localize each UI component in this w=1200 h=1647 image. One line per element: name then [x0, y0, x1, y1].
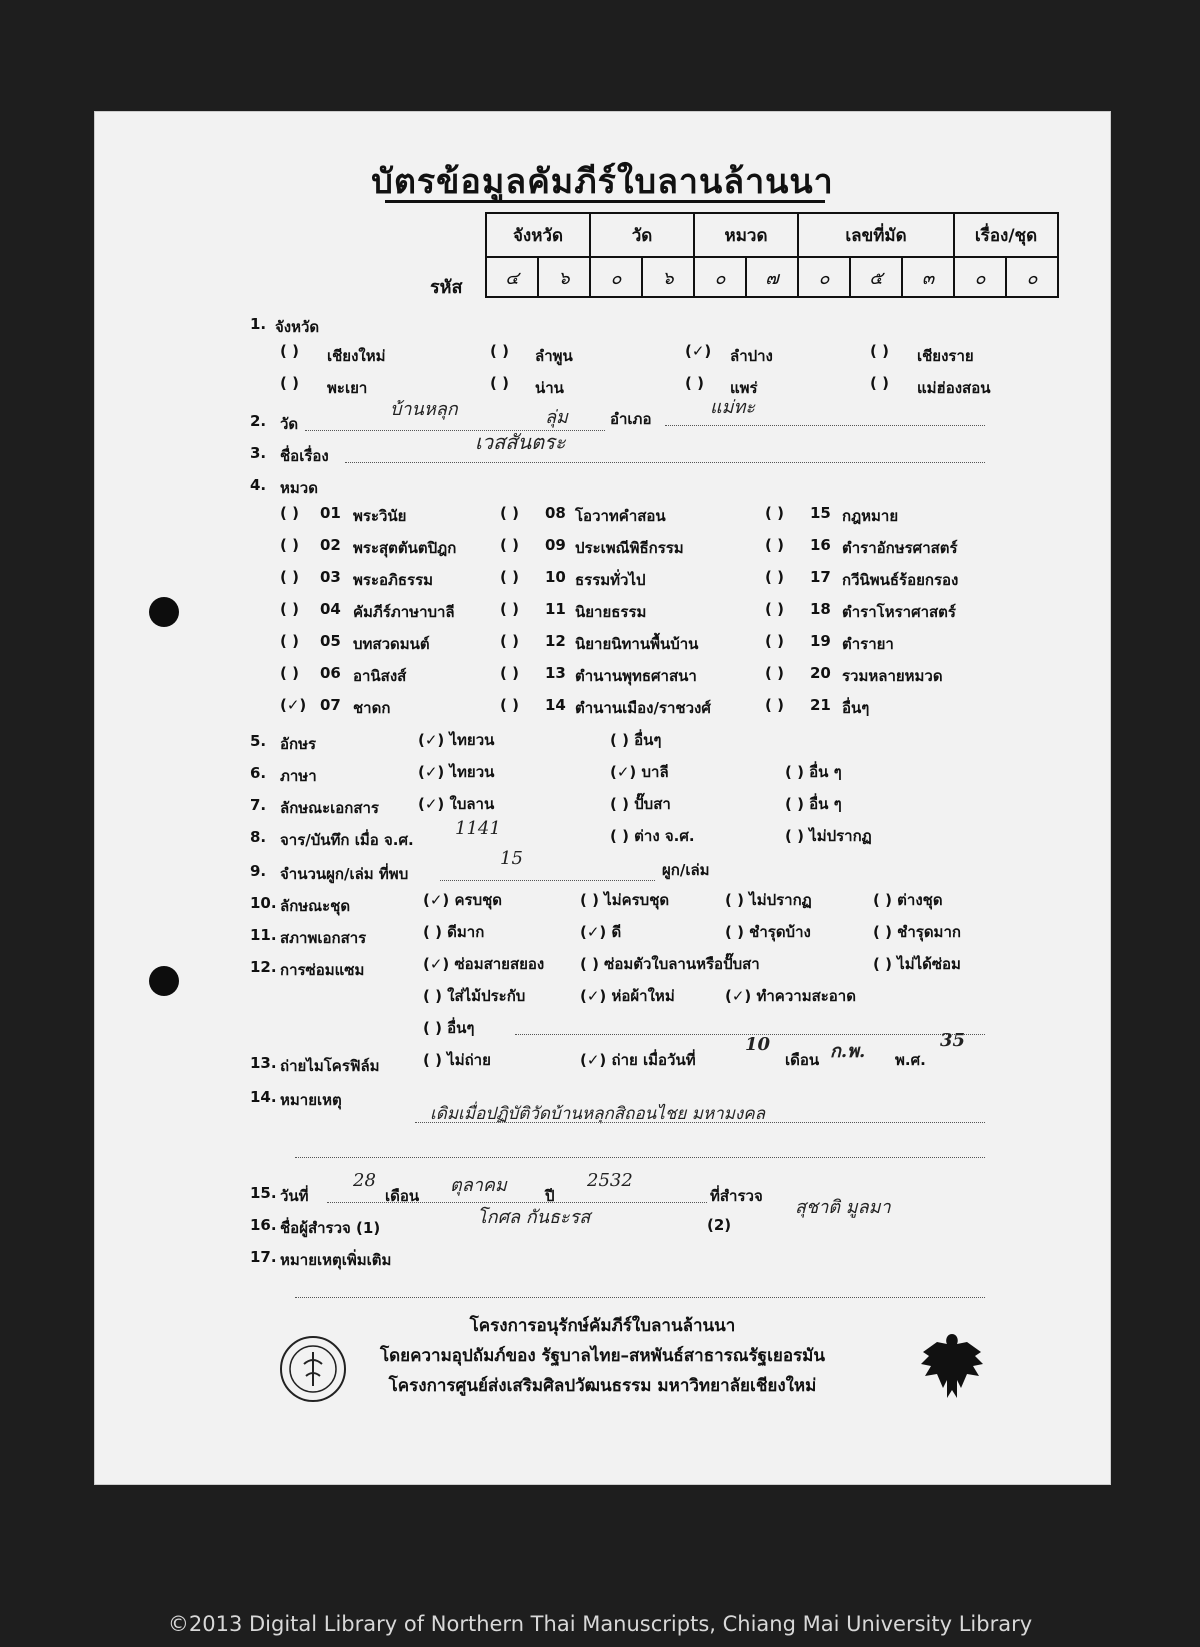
title-value: เวสสันตระ	[475, 430, 566, 454]
s16-num: 16.	[250, 1216, 277, 1234]
german-eagle-icon	[917, 1328, 987, 1408]
category-code: 17	[810, 568, 831, 586]
category-text: อื่นๆ	[842, 699, 870, 717]
province-option: เชียงใหม่	[327, 347, 386, 365]
script-option-2: ( ) อื่นๆ	[610, 731, 662, 749]
doc-type-option-1: (✓) ใบลาน	[418, 795, 495, 813]
code-digit: ๖	[642, 257, 694, 297]
category-code: 14	[545, 696, 566, 714]
category-mark: ( )	[500, 504, 519, 522]
microfilm-option-1: ( ) ไม่ถ่าย	[423, 1051, 491, 1069]
s2-num: 2.	[250, 412, 267, 430]
survey-year: 2532	[587, 1170, 633, 1191]
category-text: ตำราอักษรศาสตร์	[842, 539, 958, 557]
category-code: 18	[810, 600, 831, 618]
category-code: 05	[320, 632, 341, 650]
category-code: 09	[545, 536, 566, 554]
remarks-value: เดิมเมื่อปฏิบัติวัดบ้านหลุกสิถอนไชย มหามงคล	[430, 1104, 765, 1124]
s2-label: วัด	[280, 415, 299, 433]
s4-label: หมวด	[280, 479, 318, 497]
category-mark: ( )	[765, 632, 784, 650]
category-text: โอวาทคำสอน	[575, 507, 666, 525]
s11-num: 11.	[250, 926, 277, 944]
code-digit: ๐	[590, 257, 642, 297]
s15-label: วันที่	[280, 1187, 309, 1205]
amphoe-line	[665, 425, 985, 426]
additional-remarks-line	[295, 1297, 985, 1298]
code-digit: ๕	[850, 257, 902, 297]
category-text: ตำนานเมือง/ราชวงศ์	[575, 699, 711, 717]
province-mark: ( )	[280, 342, 299, 360]
surveyor-2-name: สุชาติ มูลมา	[795, 1197, 891, 1218]
province-option: แพร่	[730, 379, 758, 397]
code-digit: ๔	[486, 257, 538, 297]
category-mark: ( )	[765, 568, 784, 586]
set-option-4: ( ) ต่างชุด	[873, 891, 943, 909]
province-option: น่าน	[535, 379, 564, 397]
s1-num: 1.	[250, 315, 267, 333]
count-value: 15	[500, 848, 523, 869]
code-header-title-set: เรื่อง/ชุด	[954, 213, 1058, 257]
category-text: รวมหลายหมวด	[842, 667, 943, 685]
category-mark: ( )	[500, 664, 519, 682]
category-code: 06	[320, 664, 341, 682]
category-code: 01	[320, 504, 341, 522]
s6-label: ภาษา	[280, 767, 317, 785]
footer-line-1: โครงการอนุรักษ์คัมภีร์ใบลานล้านนา	[469, 1316, 736, 1336]
category-text: พระวินัย	[353, 507, 407, 525]
count-unit: ผูก/เล่ม	[662, 861, 710, 879]
survey-month: ตุลาคม	[450, 1175, 507, 1196]
code-digit: ๐	[798, 257, 850, 297]
s7-num: 7.	[250, 796, 267, 814]
survey-year-label: ปี	[545, 1187, 555, 1205]
category-text: ตำรายา	[842, 635, 894, 653]
language-option-2: (✓) บาลี	[610, 763, 669, 781]
province-option: ลำปาง	[730, 347, 773, 365]
s8-num: 8.	[250, 828, 267, 846]
province-mark: ( )	[280, 374, 299, 392]
s12-num: 12.	[250, 958, 277, 976]
microfilm-year-label: พ.ศ.	[895, 1051, 926, 1069]
temple-value-2: ลุ่ม	[545, 407, 568, 428]
category-code: 11	[545, 600, 566, 618]
category-mark: ( )	[765, 696, 784, 714]
s11-label: สภาพเอกสาร	[280, 929, 367, 947]
category-mark: ( )	[500, 632, 519, 650]
repair-option-7: ( ) อื่นๆ	[423, 1019, 475, 1037]
repair-option-4: ( ) ใส่ไม้ประกับ	[423, 987, 526, 1005]
category-code: 02	[320, 536, 341, 554]
category-text: นิยายนิทานพื้นบ้าน	[575, 635, 699, 653]
s16-label: ชื่อผู้สำรวจ (1)	[280, 1219, 381, 1237]
category-text: อานิสงส์	[353, 667, 407, 685]
category-text: กวีนิพนธ์ร้อยกรอง	[842, 571, 959, 589]
category-code: 12	[545, 632, 566, 650]
s3-label: ชื่อเรื่อง	[280, 447, 329, 465]
s15-num: 15.	[250, 1184, 277, 1202]
code-digit: ๖	[538, 257, 590, 297]
condition-option-3: ( ) ชำรุดบ้าง	[725, 923, 811, 941]
category-mark: ( )	[280, 504, 299, 522]
set-option-2: ( ) ไม่ครบชุด	[580, 891, 670, 909]
category-mark: ( )	[280, 536, 299, 554]
repair-option-5: (✓) ห่อผ้าใหม่	[580, 987, 675, 1005]
footer-line-3: โครงการศูนย์ส่งเสริมศิลปวัฒนธรรม มหาวิทยาลัยเชียงใหม่	[388, 1376, 817, 1396]
category-code: 19	[810, 632, 831, 650]
condition-option-4: ( ) ชำรุดมาก	[873, 923, 961, 941]
s8-label: จาร/บันทึก เมื่อ จ.ศ.	[280, 831, 414, 849]
category-code: 15	[810, 504, 831, 522]
footer-line-2: โดยความอุปถัมภ์ของ รัฐบาลไทย–สหพันธ์สาธารณรัฐเยอรมัน	[379, 1346, 826, 1366]
remarks-line-2	[295, 1157, 985, 1158]
category-mark: ( )	[765, 536, 784, 554]
category-mark: (✓)	[280, 696, 307, 714]
count-line	[440, 880, 655, 881]
remarks-line-1	[415, 1122, 985, 1123]
s5-num: 5.	[250, 732, 267, 750]
province-option: พะเยา	[327, 379, 368, 397]
temple-value: บ้านหลุก	[390, 399, 458, 420]
repair-option-2: ( ) ซ่อมตัวใบลานหรือปั๊บสา	[580, 955, 760, 973]
code-digit: ๐	[954, 257, 1006, 297]
code-digit: ๐	[1006, 257, 1058, 297]
category-code: 20	[810, 664, 831, 682]
category-code: 13	[545, 664, 566, 682]
code-header-bundle: เลขที่มัด	[798, 213, 954, 257]
category-mark: ( )	[765, 664, 784, 682]
university-seal-icon	[278, 1334, 348, 1404]
province-option: เชียงราย	[917, 347, 974, 365]
s14-num: 14.	[250, 1088, 277, 1106]
set-option-3: ( ) ไม่ปรากฏ	[725, 891, 812, 909]
microfilm-day: 10	[745, 1034, 771, 1055]
s9-label: จำนวนผูก/เล่ม ที่พบ	[280, 865, 409, 883]
survey-suffix: ที่สำรวจ	[710, 1187, 763, 1205]
category-mark: ( )	[500, 600, 519, 618]
code-digit: ๗	[746, 257, 798, 297]
province-mark: ( )	[870, 342, 889, 360]
binder-hole	[149, 966, 179, 996]
microfilm-month: ก.พ.	[830, 1041, 866, 1062]
s17-label: หมายเหตุเพิ่มเติม	[280, 1251, 392, 1269]
s10-label: ลักษณะชุด	[280, 897, 351, 915]
category-code: 21	[810, 696, 831, 714]
category-mark: ( )	[280, 632, 299, 650]
s9-num: 9.	[250, 862, 267, 880]
amphoe-value: แม่ทะ	[710, 397, 755, 418]
binder-hole	[149, 597, 179, 627]
category-mark: ( )	[500, 568, 519, 586]
s13-label: ถ่ายไมโครฟิล์ม	[280, 1057, 380, 1075]
s7-label: ลักษณะเอกสาร	[280, 799, 379, 817]
copyright-notice: ©2013 Digital Library of Northern Thai Manuscripts, Chiang Mai University Library	[167, 1612, 1033, 1636]
category-text: ตำราโหราศาสตร์	[842, 603, 956, 621]
microfilm-option-2: (✓) ถ่าย เมื่อวันที่	[580, 1051, 696, 1069]
category-code: 03	[320, 568, 341, 586]
title-underline	[385, 200, 825, 203]
amphoe-label: อำเภอ	[610, 410, 652, 428]
code-label: รหัส	[430, 277, 463, 298]
language-option-1: (✓) ไทยวน	[418, 763, 495, 781]
category-code: 04	[320, 600, 341, 618]
s17-num: 17.	[250, 1248, 277, 1266]
category-text: พระอภิธรรม	[353, 571, 434, 589]
province-mark: ( )	[685, 374, 704, 392]
category-code: 16	[810, 536, 831, 554]
s13-num: 13.	[250, 1054, 277, 1072]
script-option-1: (✓) ไทยวน	[418, 731, 495, 749]
category-text: ชาดก	[353, 699, 391, 717]
code-digit: ๓	[902, 257, 954, 297]
category-mark: ( )	[280, 600, 299, 618]
code-digit: ๐	[694, 257, 746, 297]
card-title: บัตรข้อมูลคัมภีร์ใบลานล้านนา	[371, 162, 834, 202]
set-option-1: (✓) ครบชุด	[423, 891, 503, 909]
province-mark: ( )	[870, 374, 889, 392]
province-mark: ( )	[490, 342, 509, 360]
condition-option-2: (✓) ดี	[580, 923, 622, 941]
doc-type-option-2: ( ) ปั๊บสา	[610, 795, 671, 813]
s10-num: 10.	[250, 894, 277, 912]
category-text: ตำนานพุทธศาสนา	[575, 667, 697, 685]
province-option: แม่ฮ่องสอน	[917, 379, 991, 397]
surveyor-2-label: (2)	[707, 1216, 732, 1234]
category-mark: ( )	[500, 536, 519, 554]
era-option-2: ( ) ต่าง จ.ศ.	[610, 827, 695, 845]
s3-num: 3.	[250, 444, 267, 462]
code-header-category: หมวด	[694, 213, 798, 257]
category-mark: ( )	[280, 568, 299, 586]
era-year-value: 1141	[455, 818, 501, 839]
code-header-temple: วัด	[590, 213, 694, 257]
s5-label: อักษร	[280, 735, 317, 753]
category-mark: ( )	[765, 504, 784, 522]
category-text: ประเพณีพิธีกรรม	[575, 539, 684, 557]
category-text: บทสวดมนต์	[353, 635, 430, 653]
code-header-province: จังหวัด	[486, 213, 590, 257]
microfilm-year: 35	[940, 1030, 966, 1051]
category-code: 10	[545, 568, 566, 586]
category-text: ธรรมทั่วไป	[575, 571, 646, 589]
province-mark: ( )	[490, 374, 509, 392]
category-text: พระสุตตันตปิฎก	[353, 539, 457, 557]
s1-label: จังหวัด	[275, 318, 320, 336]
language-option-3: ( ) อื่น ๆ	[785, 763, 842, 781]
repair-option-3: ( ) ไม่ได้ซ่อม	[873, 955, 961, 973]
s6-num: 6.	[250, 764, 267, 782]
s4-num: 4.	[250, 476, 267, 494]
category-text: คัมภีร์ภาษาบาลี	[353, 603, 455, 621]
category-code: 08	[545, 504, 566, 522]
category-mark: ( )	[500, 696, 519, 714]
repair-option-6: (✓) ทำความสะอาด	[725, 987, 856, 1005]
code-table	[485, 212, 1059, 298]
doc-type-option-3: ( ) อื่น ๆ	[785, 795, 842, 813]
province-option: ลำพูน	[535, 347, 573, 365]
survey-month-label: เดือน	[385, 1187, 420, 1205]
era-option-3: ( ) ไม่ปรากฏ	[785, 827, 872, 845]
survey-card	[95, 112, 1110, 1484]
category-code: 07	[320, 696, 341, 714]
condition-option-1: ( ) ดีมาก	[423, 923, 485, 941]
surveyor-1-name: โกศล กันธะรส	[477, 1207, 591, 1228]
survey-day: 28	[353, 1170, 376, 1191]
microfilm-month-label: เดือน	[785, 1051, 820, 1069]
s12-label: การซ่อมแซม	[280, 961, 365, 979]
category-mark: ( )	[280, 664, 299, 682]
category-text: นิยายธรรม	[575, 603, 647, 621]
category-text: กฎหมาย	[842, 507, 899, 525]
title-line	[345, 462, 985, 463]
repair-option-1: (✓) ซ่อมสายสยอง	[423, 955, 545, 973]
category-mark: ( )	[765, 600, 784, 618]
province-mark: (✓)	[685, 342, 712, 360]
s14-label: หมายเหตุ	[280, 1091, 342, 1109]
